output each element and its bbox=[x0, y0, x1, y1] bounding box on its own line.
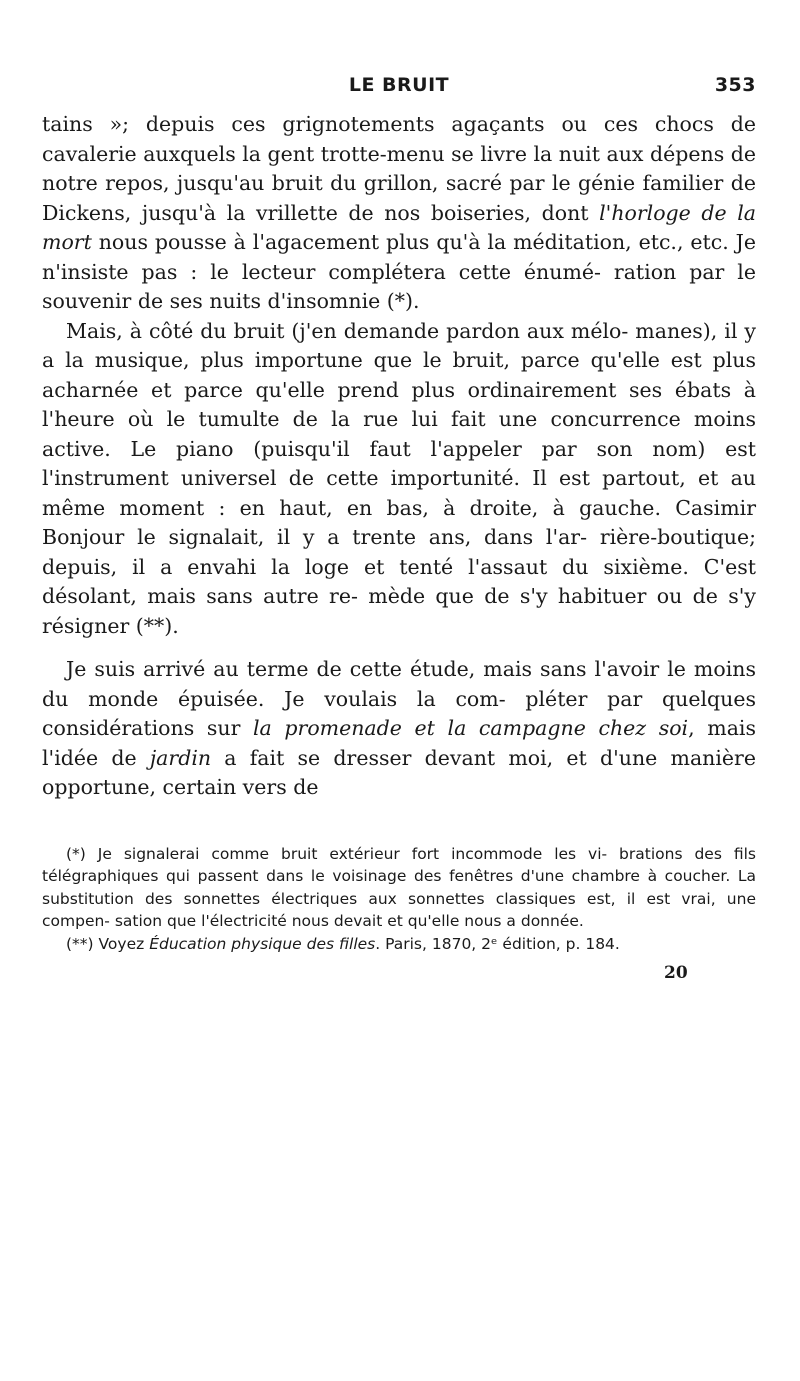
italic-promenade: la promenade et la campagne chez soi bbox=[253, 716, 689, 740]
footnote-2: (**) Voyez Éducation physique des filles. Paris, 1870, 2ᵉ édition, p. 184. bbox=[66, 934, 620, 953]
footnote-1: (*) Je signalerai comme bruit extérieur fort incommode les vi- brations des fils télégraphiques qui passent dans le voisinage des fenêtres d'une chambre à coucher. La substitution des sonnettes électriques aux sonnettes classiques est, il est vrai, une compen- sation que l'électricité nous devait et qu'elle nous a donnée. bbox=[42, 844, 756, 930]
italic-education-physique: Éducation physique des filles bbox=[149, 934, 376, 953]
signature-mark: 20 bbox=[664, 963, 688, 983]
italic-jardin: jardin bbox=[149, 745, 212, 770]
italic-title-horloge: l'horloge de la mort bbox=[42, 200, 756, 254]
running-head bbox=[42, 74, 756, 104]
paragraph-2: Mais, à côté du bruit (j'en demande pardon aux mélo- manes), il y a la musique, plus importune que le bruit, parce qu'elle est plus acharnée et parce qu'elle prend plus ordinairement ses ébats à l'heure où le tumulte de la rue lui fait une concurrence moins active. Le piano (puisqu'il faut l'appeler par son nom) est l'instrument universel de cette importunité. Il est partout, et au même moment : en haut, en bas, à droite, à gauche. Casimir Bonjour le signalait, il y a trente ans, dans l'ar- rière-boutique; depuis, il a envahi la loge et tenté l'assaut du sixième. C'est désolant, mais sans autre re- mède que de s'y habituer ou de s'y résigner (**). bbox=[42, 318, 756, 638]
page-number: 353 bbox=[714, 74, 756, 96]
footnotes bbox=[42, 843, 756, 956]
book-page bbox=[42, 74, 756, 983]
paragraph-1: tains »; depuis ces grignotements agaçants ou ces chocs de cavalerie auxquels la gent trotte-menu se livre la nuit aux dépens de notre repos, jusqu'au bruit du grillon, sacré par le génie familier de Dickens, jusqu'à la vrillette de nos boiseries, dont l'horloge de la mort nous pousse à l'agacement plus qu'à la méditation, etc., etc. Je n'insiste pas : le lecteur complétera cette énumé- ration par le souvenir de ses nuits d'insomnie (*). bbox=[42, 112, 756, 313]
running-title: LE BRUIT bbox=[348, 74, 450, 96]
paragraph-3: Je suis arrivé au terme de cette étude, mais sans l'avoir le moins du monde épuisée. Je voulais la com- pléter par quelques considérations sur la promenade et la campagne chez soi, mais l'idée de jardin a fait se dresser devant moi, et d'une manière opportune, certain vers de bbox=[42, 657, 756, 799]
body-text bbox=[42, 110, 756, 803]
